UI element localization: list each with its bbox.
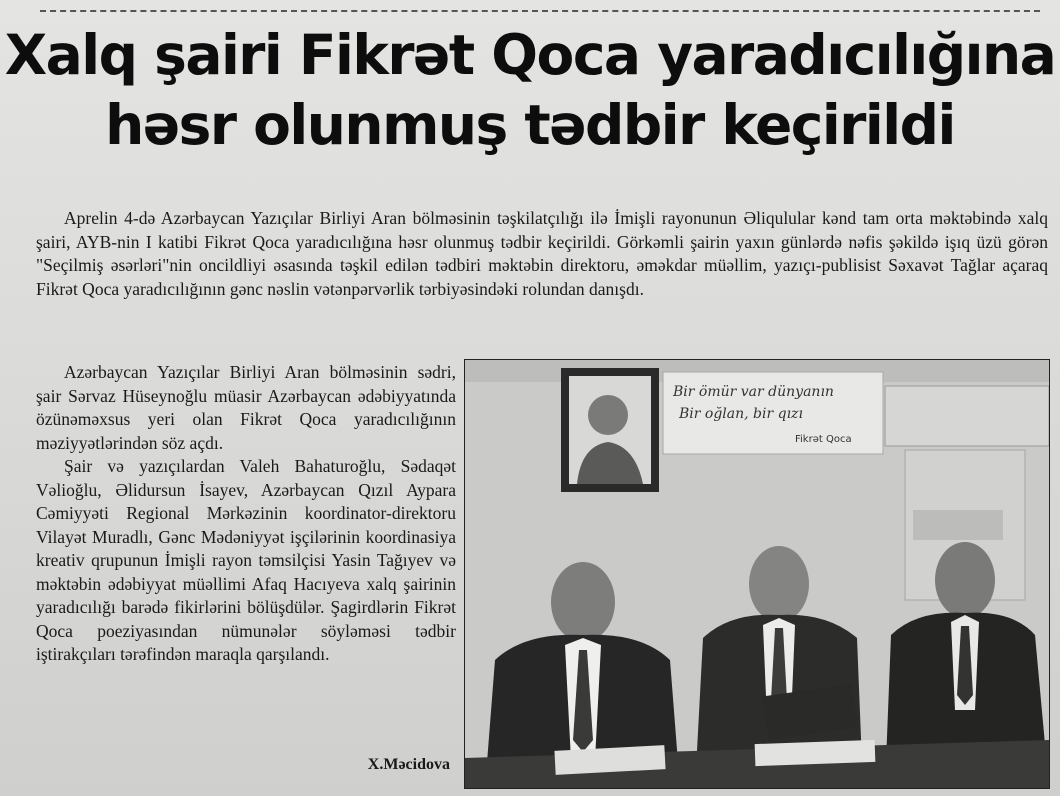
body-paragraph-3: Şair və yazıçılardan Valeh Bahaturoğlu, Sədaqət Vəlioğlu, Əlidursun İsayev, Azərbaycan Qızıl Aypara Cəmiyyəti Regional Mərkəzinin koordinator-direktoru Vilayət Muradlı, Gənc Mədəniyyət işçilərinin koordinasiya kreativ qrupunun İmişli rayon təmsilçisi Yasin Tağıyev və məktəbin ədəbiyyat müəllimi Afaq Hacıyeva xalq şairinin yaradıcılığı barədə fikirlərini bölüşdülər. Şagirdlərin Fikrət Qoca poeziyasından nümunələr söyləməsi tədbir iştirakçıları tərəfindən maraqla qarşılandı. (36, 456, 456, 664)
banner-line-1: Bir ömür var dünyanın (673, 384, 834, 400)
portrait-frame (561, 368, 659, 492)
body-paragraph-2: Azərbaycan Yazıçılar Birliyi Aran bölməsinin sədri, şair Sərvaz Hüseynoğlu müasir Azərbaycan ədəbiyyatında özünəməxsus yeri olan Fikrət Qoca yaradıcılığının məziyyətlərindən söz açdı. (36, 362, 456, 453)
quote-banner (663, 372, 883, 454)
banner-author: Fikrət Qoca (795, 434, 852, 445)
top-divider (40, 10, 1040, 12)
headline (0, 20, 1060, 160)
body-column (36, 361, 456, 667)
lead-paragraph: Aprelin 4-də Azərbaycan Yazıçılar Birliyi Aran bölməsinin təşkilatçılığı ilə İmişli rayonunun Əliqulular kənd tam orta məktəbində xalq şairi, AYB-nin I katibi Fikrət Qoca yaradıcılığına həsr olunmuş tədbir keçirildi. Görkəmli şairin yaxın günlərdə nəfis şəkildə işıq üzü görən "Seçilmiş əsərləri"nin oncildliyi əsasında təşkil edilən tədbiri məktəbin direktoru, əməkdar müəllim, yazıçı-publisist Səxavət Tağlar açaraq Fikrət Qoca yaradıcılığının gənc nəslin vətənpərvərlik tərbiyəsindəki rolundan danışdı. (36, 208, 1048, 299)
event-photo (464, 359, 1050, 789)
headline-line-1: Xalq şairi Fikrət Qoca yaradıcılığına (4, 23, 1056, 87)
byline: X.Məcidova (367, 756, 450, 773)
headline-line-2: həsr olunmuş tədbir keçirildi (105, 93, 955, 157)
banner-line-2: Bir oğlan, bir qızı (679, 406, 803, 422)
